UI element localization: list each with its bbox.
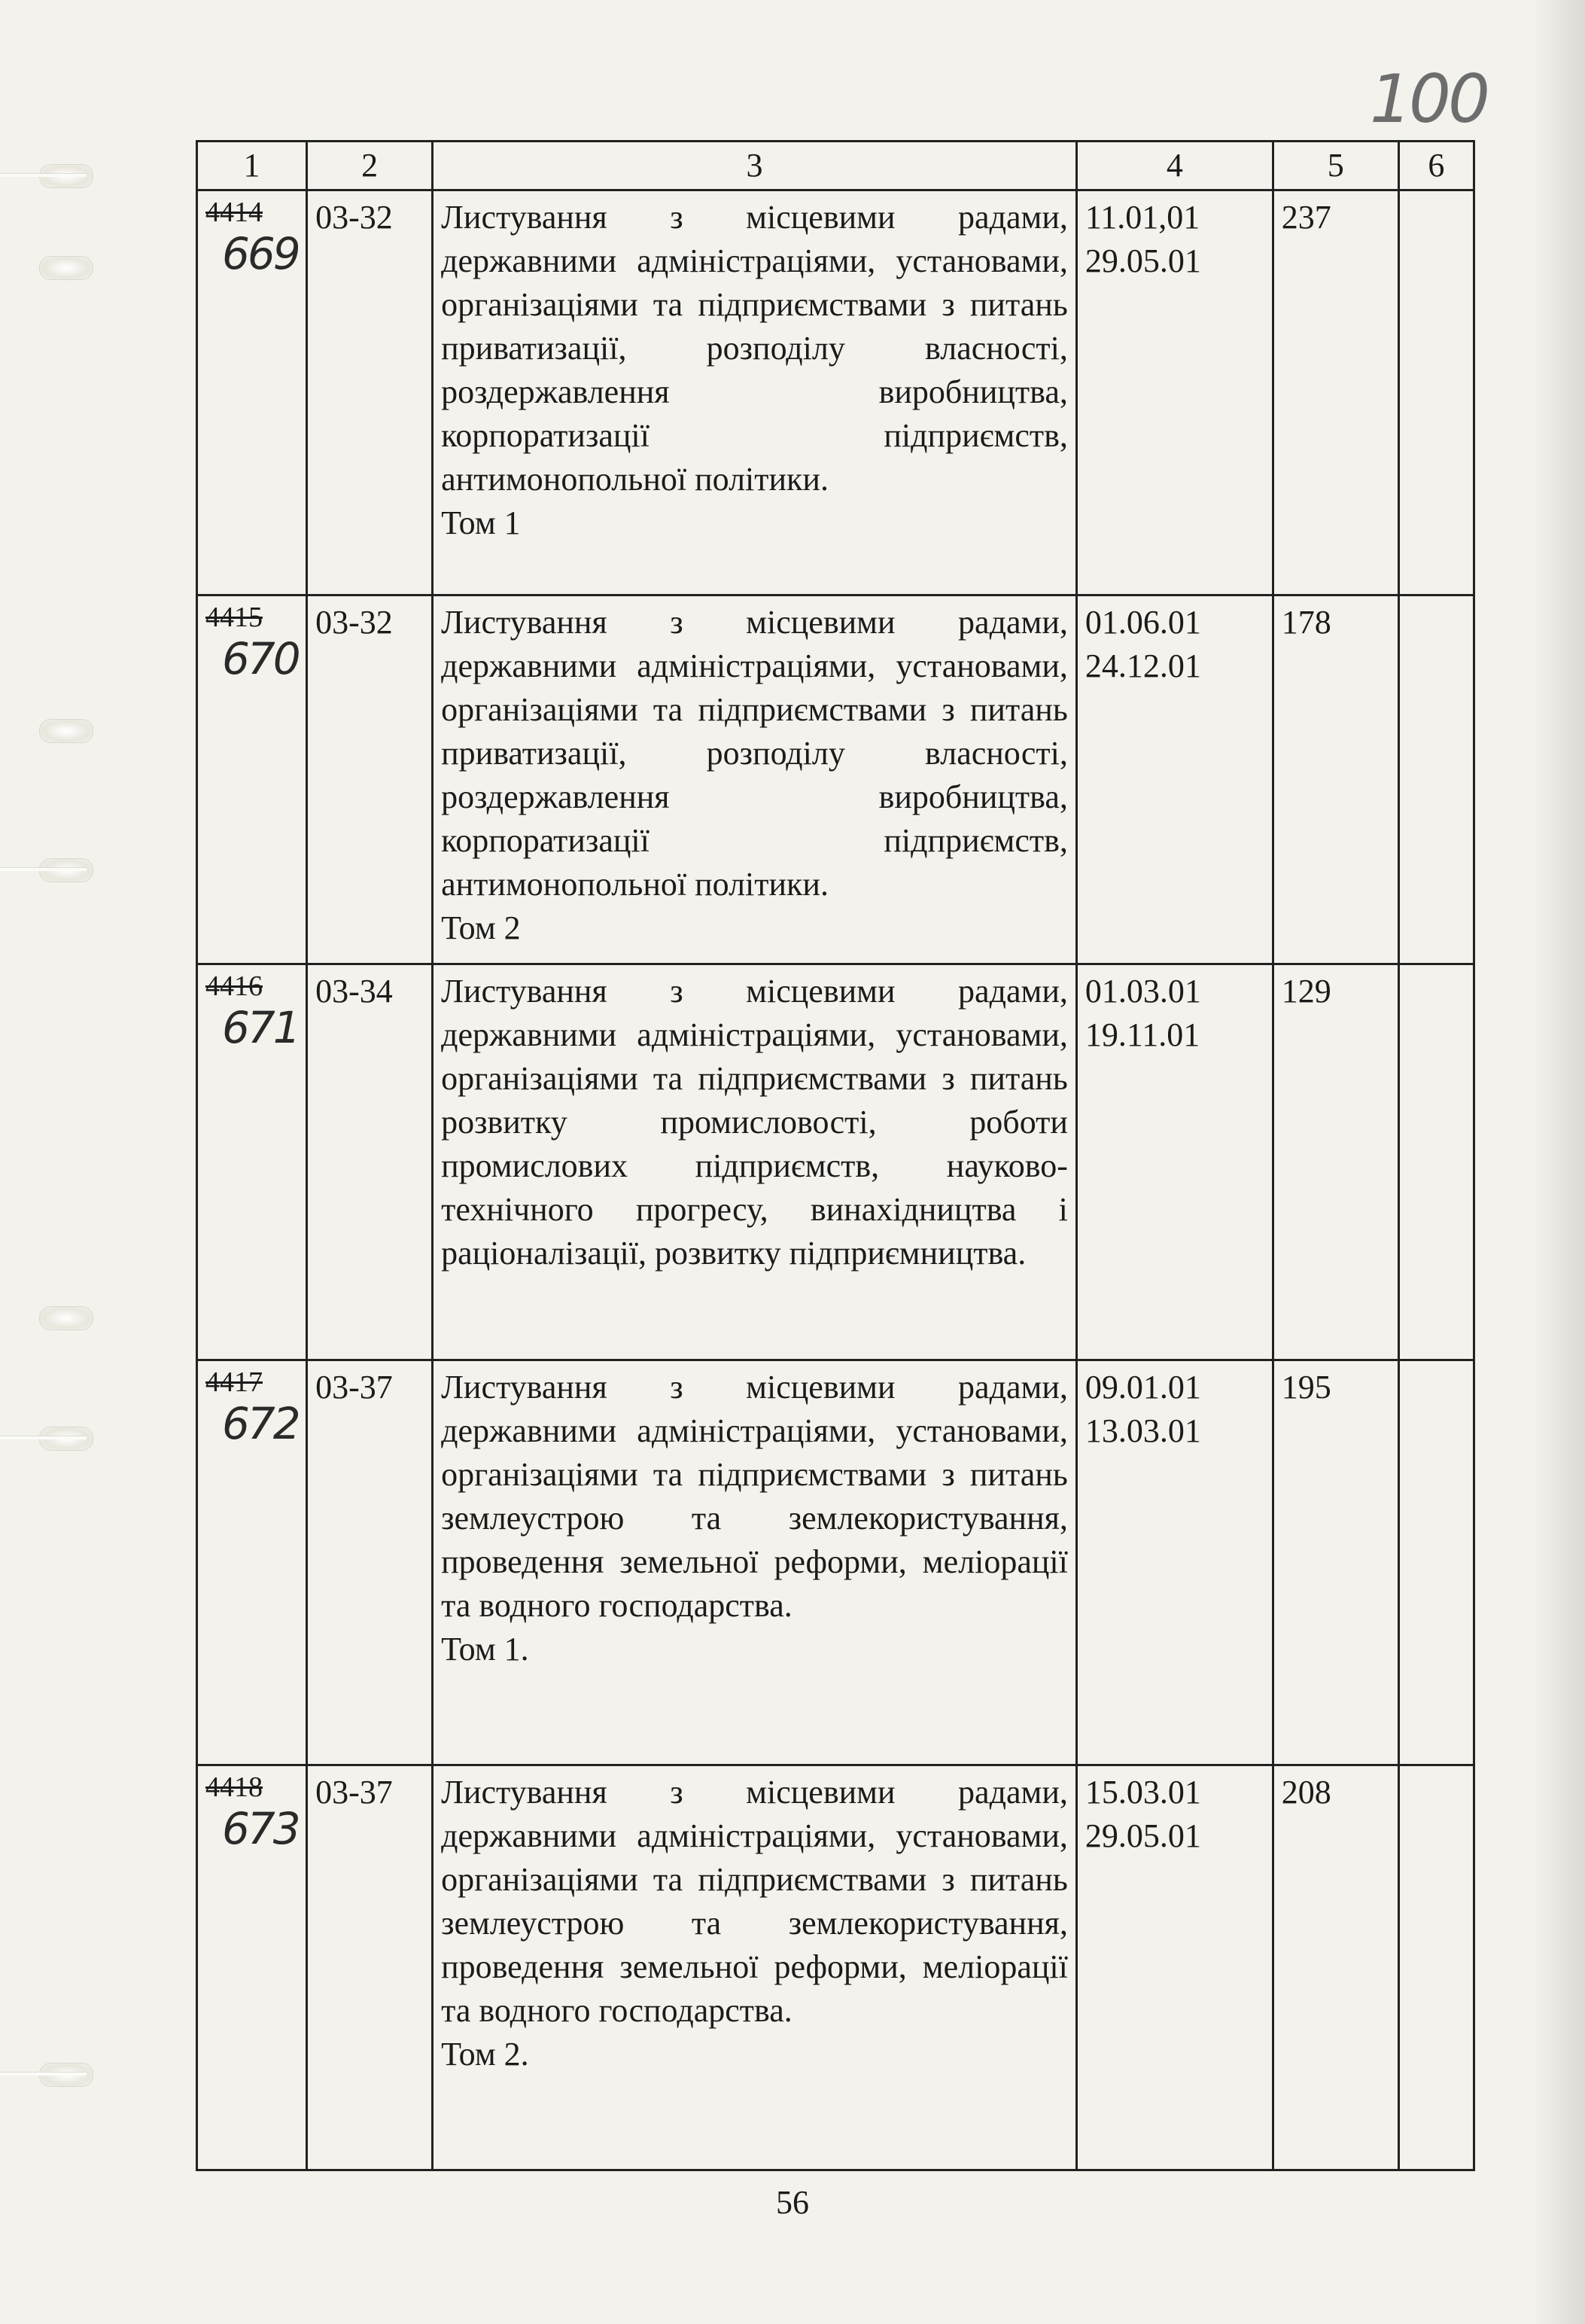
title-cell [433,595,1077,964]
old-case-number: 4418 [205,1771,263,1803]
column-header: 4 [1076,142,1273,190]
volume-label: Том 2. [441,2036,529,2073]
dates-cell [1076,1765,1273,2170]
date-start: 01.03.01 [1085,973,1201,1010]
title-cell [433,964,1077,1360]
case-number-cell [197,964,307,1360]
date-start: 11.01,01 [1085,199,1200,236]
new-case-number: 673 [222,1803,299,1854]
index-cell: 03-32 [307,190,433,595]
new-case-number: 671 [222,1002,299,1053]
case-number-cell [197,190,307,595]
new-case-number: 672 [222,1398,299,1449]
case-title: Листування з місцевими радами, державними адміністраціями, установами, організаціями та підприємствами з питань приватизації, розподілу власності, роздержавлення виробництва, корпоратизації підприємств, антимонопольної політики. [441,604,1068,903]
sheets-count-cell: 195 [1273,1360,1398,1765]
old-case-number: 4417 [205,1366,263,1398]
new-case-number: 670 [222,633,299,684]
date-end: 19.11.01 [1085,1016,1200,1053]
date-end: 13.03.01 [1085,1412,1201,1449]
binding-thread [0,173,87,177]
volume-label: Том 2 [441,909,521,946]
case-title: Листування з місцевими радами, державними адміністраціями, установами, організаціями та підприємствами з питань розвитку промисловості, роботи промислових підприємств, науково-технічного прогресу, винахідництва і раціоналізації, розвитку підприємництва. [441,973,1068,1272]
note-cell [1398,1765,1474,2170]
index-cell: 03-37 [307,1765,433,2170]
date-end: 29.05.01 [1085,242,1201,279]
sheets-count-cell: 129 [1273,964,1398,1360]
column-header: 3 [433,142,1077,190]
note-cell [1398,1360,1474,1765]
binding-thread [0,1436,87,1439]
date-start: 15.03.01 [1085,1774,1201,1811]
index-cell: 03-34 [307,964,433,1360]
dates-cell [1076,1360,1273,1765]
volume-label: Том 1. [441,1631,529,1668]
table-row [197,1765,1474,2170]
binding-hole [39,1306,93,1330]
case-title: Листування з місцевими радами, державними адміністраціями, установами, організаціями та підприємствами з питань землеустрою та землекористування, проведення земельної реформи, меліорації та водного господарства. [441,1774,1068,2029]
column-header: 2 [307,142,433,190]
date-end: 24.12.01 [1085,647,1201,684]
case-number-cell [197,1765,307,2170]
table-row [197,190,1474,595]
date-end: 29.05.01 [1085,1817,1201,1854]
note-cell [1398,964,1474,1360]
volume-label: Том 1 [441,504,521,541]
old-case-number: 4415 [205,602,263,633]
sheets-count-cell: 208 [1273,1765,1398,2170]
index-cell: 03-37 [307,1360,433,1765]
note-cell [1398,190,1474,595]
dates-cell [1076,964,1273,1360]
title-cell [433,1765,1077,2170]
table-row [197,1360,1474,1765]
new-case-number: 669 [222,228,299,279]
binding-thread [0,867,87,871]
sheets-count-cell: 237 [1273,190,1398,595]
dates-cell [1076,595,1273,964]
handwritten-sheet-number: 100 [1370,60,1487,138]
old-case-number: 4414 [205,196,263,228]
binding-thread [0,2072,87,2076]
binding-hole [39,256,93,280]
table-header-row [197,142,1474,190]
column-header: 5 [1273,142,1398,190]
date-start: 01.06.01 [1085,604,1201,641]
title-cell [433,1360,1077,1765]
date-start: 09.01.01 [1085,1369,1201,1406]
table-row [197,964,1474,1360]
case-number-cell [197,1360,307,1765]
case-number-cell [197,595,307,964]
dates-cell [1076,190,1273,595]
sheets-count-cell: 178 [1273,595,1398,964]
title-cell [433,190,1077,595]
table-row [197,595,1474,964]
registry-table [196,140,1475,2171]
page-number: 56 [776,2184,809,2221]
old-case-number: 4416 [205,970,263,1002]
binding-hole [39,719,93,743]
column-header: 1 [197,142,307,190]
page-edge-shadow [1532,0,1585,2324]
column-header: 6 [1398,142,1474,190]
case-title: Листування з місцевими радами, державними адміністраціями, установами, організаціями та підприємствами з питань землеустрою та землекористування, проведення земельної реформи, меліорації та водного господарства. [441,1369,1068,1624]
note-cell [1398,595,1474,964]
case-title: Листування з місцевими радами, державними адміністраціями, установами, організаціями та підприємствами з питань приватизації, розподілу власності, роздержавлення виробництва, корпоратизації підприємств, антимонопольної політики. [441,199,1068,498]
index-cell: 03-32 [307,595,433,964]
